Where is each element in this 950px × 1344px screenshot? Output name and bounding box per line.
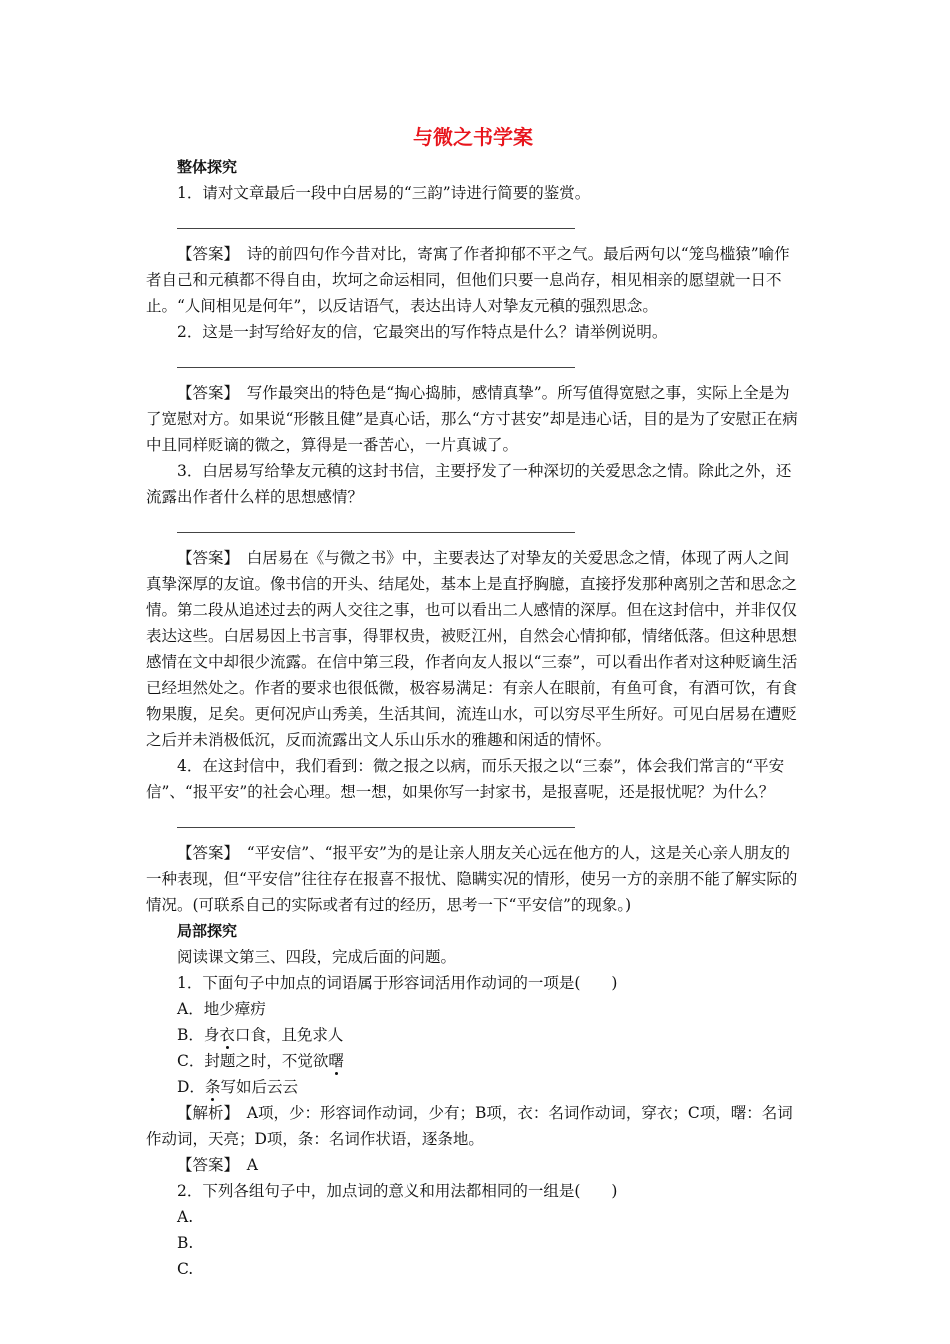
answer-label: 【答案】 — [177, 384, 232, 402]
mc-option-a: A．地少瘴疠 — [177, 1000, 266, 1018]
question-3: 3．白居易写给挚友元稹的这封书信，主要抒发了一种深切的关爱思念之情。除此之外，还流露出作者什么样的思想感情？ — [146, 462, 792, 506]
answer-label: 【答案】 — [177, 1156, 232, 1174]
option-text: C．封题之时，不觉欲 — [177, 1052, 329, 1070]
question-1: 1．请对文章最后一段中白居易的“三韵”诗进行简要的鉴赏。 — [177, 184, 591, 202]
question-4: 4．在这封信中，我们看到：微之报之以病，而乐天报之以“三泰”，体会我们常言的“平安信”、“报平安”的社会心理。想一想，如果你写一封家书，是报喜呢，还是报忧呢？为什么？ — [146, 757, 785, 801]
section-heading-whole: 整体探究 — [177, 158, 238, 176]
dotted-word: 曙 — [328, 1052, 344, 1070]
answer-1 — [146, 241, 800, 319]
answer-label: 【答案】 — [177, 549, 232, 567]
answer-text: 诗的前四句作今昔对比，寄寓了作者抑郁不平之气。最后两句以“笼鸟槛猿”喻作者自己和元稹都不得自由，坎坷之命运相同，但他们只要一息尚存，相见相亲的愿望就一日不止。“人间相见是何年”，以反诘语气，表达出诗人对挚友元稹的强烈思念。 — [146, 245, 790, 315]
mc-question-2: 2．下列各组句子中，加点词的意义和用法都相同的一组是( ) — [177, 1182, 618, 1200]
answer-line — [177, 532, 575, 533]
section-heading-local: 局部探究 — [177, 922, 238, 940]
dotted-word: 衣 — [219, 1026, 235, 1044]
analysis-text: A项，少：形容词作动词，少有；B项，衣：名词作动词，穿衣；C项，曙：名词作动词，天亮；D项，条：名词作状语，逐条地。 — [146, 1104, 793, 1148]
answer-text: 写作最突出的特色是“掏心捣肺，感情真挚”。所写值得宽慰之事，实际上全是为了宽慰对方。如果说“形骸且健”是真心话，那么“方寸甚安”却是违心话，目的是为了安慰正在病中且同样贬谪的微之，算得是一番苦心，一片真诚了。 — [146, 384, 798, 454]
answer-line — [177, 367, 575, 368]
question-2: 2．这是一封写给好友的信，它最突出的写作特点是什么？请举例说明。 — [177, 323, 668, 341]
option-text: B．身 — [177, 1026, 220, 1044]
mc-option-c — [146, 1048, 800, 1074]
option-text: 写如后云云 — [220, 1078, 298, 1096]
answer-label: 【答案】 — [177, 245, 232, 263]
answer-2 — [146, 380, 800, 458]
mc2-option-c: C. — [177, 1260, 194, 1278]
mc2-option-b: B. — [177, 1234, 194, 1252]
answer-4 — [146, 840, 800, 918]
answer-label: 【答案】 — [177, 844, 232, 862]
local-intro: 阅读课文第三、四段，完成后面的问题。 — [177, 948, 457, 966]
mc2-option-a: A. — [177, 1208, 194, 1226]
analysis-label: 【解析】 — [177, 1104, 232, 1122]
answer-line — [177, 228, 575, 229]
dotted-word: 条 — [204, 1078, 221, 1096]
option-text: D． — [177, 1078, 205, 1096]
analysis-1 — [146, 1100, 800, 1152]
answer-3 — [146, 545, 800, 753]
answer-text: “平安信”、“报平安”为的是让亲人朋友关心远在他方的人，这是关心亲人朋友的一种表现，但“平安信”往往存在报喜不报忧、隐瞒实况的情形，使另一方的亲朋不能了解实际的情况。(可联系自己的实际或者有过的经历，思考一下“平安信”的现象。) — [146, 844, 798, 914]
answer-line — [177, 827, 575, 828]
mc-option-b — [146, 1022, 800, 1048]
mc-option-d — [146, 1074, 800, 1100]
answer-text: A — [246, 1156, 258, 1174]
page-title: 与微之书学案 — [413, 125, 533, 149]
mc-answer-1 — [146, 1152, 800, 1178]
mc-question-1: 1．下面句子中加点的词语属于形容词活用作动词的一项是( ) — [177, 974, 618, 992]
option-text: 口食，且免求人 — [234, 1026, 344, 1044]
answer-text: 白居易在《与微之书》中，主要表达了对挚友的关爱思念之情，体现了两人之间真挚深厚的友谊。像书信的开头、结尾处，基本上是直抒胸臆，直接抒发那种离别之苦和思念之情。第二段从追述过去的两人交往之事，也可以看出二人感情的深厚。但在这封信中，并非仅仅表达这些。白居易因上书言事，得罪权贵，被贬江州，自然会心情抑郁，情绪低落。但这种思想感情在文中却很少流露。在信中第三段，作者向友人报以“三泰”，可以看出作者对这种贬谪生活已经坦然处之。作者的要求也很低微，极容易满足：有亲人在眼前，有鱼可食，有酒可饮，有食物果腹，足矣。更何况庐山秀美，生活其间，流连山水，可以穷尽平生所好。可见白居易在遭贬之后并未消极低沉，反而流露出文人乐山乐水的雅趣和闲适的情怀。 — [146, 549, 798, 749]
